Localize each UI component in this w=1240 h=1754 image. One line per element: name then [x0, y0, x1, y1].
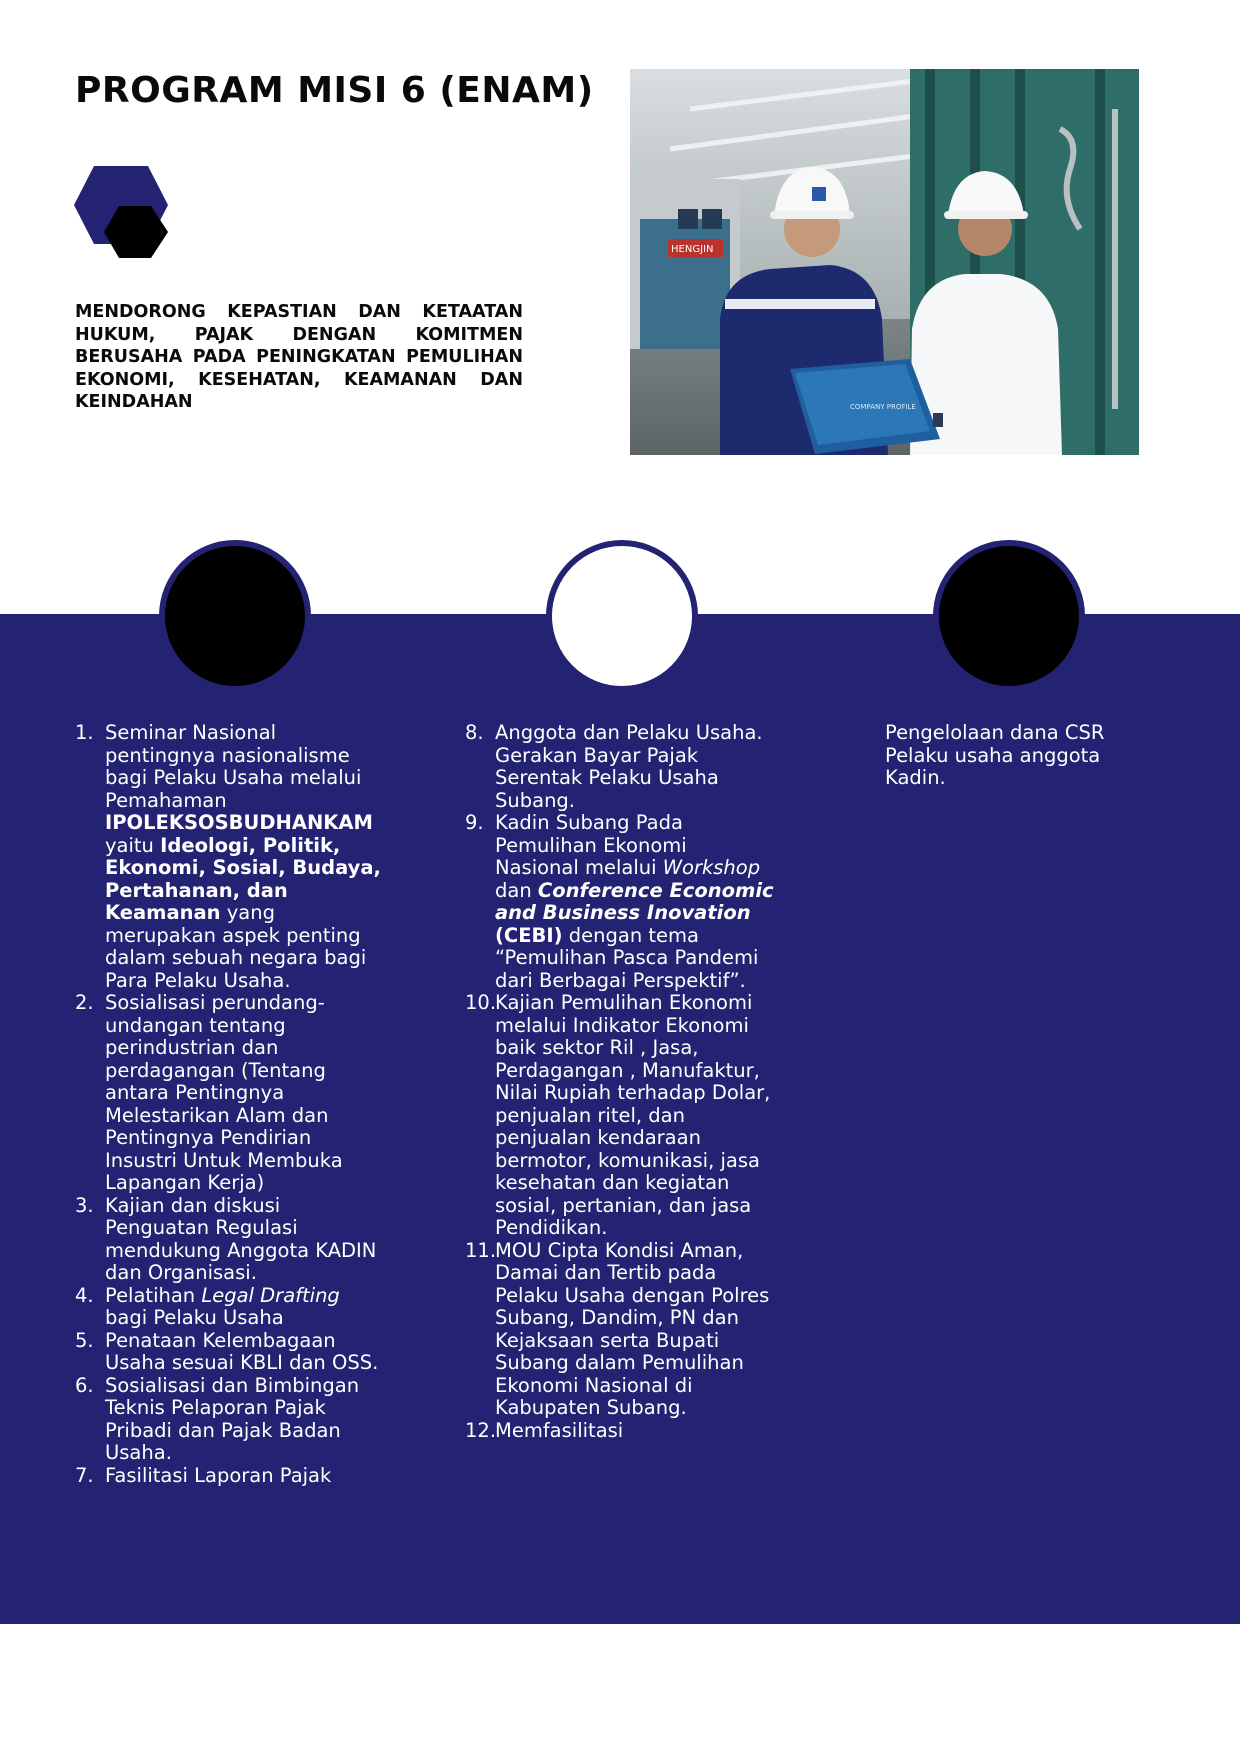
item-number: 2. [75, 991, 94, 1014]
item-number: 12. [465, 1418, 497, 1442]
item-text: bagi Pelaku Usaha [105, 1306, 284, 1329]
page-title: PROGRAM MISI 6 (ENAM) [75, 70, 594, 111]
circle-marker-center [546, 540, 698, 692]
item-text: Penataan Kelembagaan Usaha sesuai KBLI dan OSS. [105, 1328, 379, 1374]
item-text: dengan tema “Pemulihan Pasca Pandemi dari Berbagai Perspektif”. [495, 923, 759, 992]
item-text: yang merupakan aspek penting dalam sebuah negara bagi Para Pelaku Usaha. [105, 901, 367, 992]
circle-marker-right [933, 540, 1085, 692]
item-text: Pelatihan [105, 1283, 202, 1307]
list-item [465, 812, 775, 992]
item-text: Seminar Nasional pentingnya nasionalisme bagi Pelaku Usaha melalui Pemahaman [105, 721, 362, 812]
item-number: 9. [465, 811, 484, 834]
item-text: Anggota dan Pelaku Usaha. [495, 721, 763, 744]
item-text-italic: Legal Drafting [201, 1283, 340, 1307]
item-text: Pengelolaan dana CSR Pelaku usaha anggota Kadin. [885, 721, 1105, 789]
item-text: dan [495, 878, 538, 902]
program-list-column-2 [465, 722, 775, 1442]
factory-photo [630, 69, 1139, 455]
list-item [75, 1375, 385, 1465]
list-item [465, 1240, 775, 1420]
item-text-bold: (CEBI) [495, 923, 563, 947]
item-text-bold: IPOLEKSOSBUDHANKAM [105, 811, 373, 834]
item-number: 1. [75, 721, 94, 744]
item-text: Fasilitasi Laporan Pajak [105, 1463, 332, 1487]
item-text: Memfasilitasi [495, 1418, 624, 1442]
booklet-label: COMPANY PROFILE [850, 403, 916, 411]
item-number: 4. [75, 1283, 94, 1307]
item-text: yaitu [105, 833, 161, 857]
program-list-column-1 [75, 722, 385, 1487]
list-item [75, 722, 385, 992]
item-text: Sosialisasi dan Bimbingan Teknis Pelaporan Pajak Pribadi dan Pajak Badan Usaha. [105, 1373, 360, 1464]
item-number: 10. [465, 991, 497, 1014]
item-text: Gerakan Bayar Pajak Serentak Pelaku Usaha Subang. [495, 743, 719, 812]
item-text: Kadin Subang Pada Pemulihan Ekonomi Nasional melalui [495, 811, 687, 879]
program-list-column-3 [885, 722, 1145, 790]
item-number: 11. [465, 1238, 497, 1262]
item-text-bold-italic: Conference Economic and Business Inovation [495, 878, 774, 924]
item-text-italic: Workshop [662, 856, 761, 879]
item-number: 6. [75, 1373, 94, 1397]
list-item [75, 1330, 385, 1375]
machine-sign-text: HENGJIN [671, 244, 714, 255]
list-item [75, 992, 385, 1195]
mission-subtitle: MENDORONG KEPASTIAN DAN KETAATAN HUKUM, PAJAK DENGAN KOMITMEN BERUSAHA PADA PENINGKATAN PEMULIHAN EKONOMI, KESEHATAN, KEAMANAN DAN KEINDAHAN [75, 302, 523, 412]
list-item [75, 1465, 385, 1488]
item-number: 8. [465, 721, 484, 744]
item-number: 3. [75, 1193, 94, 1217]
item-number: 7. [75, 1463, 94, 1487]
hexagon-logo-icon [74, 164, 170, 260]
list-item [465, 722, 775, 812]
list-item [465, 1420, 775, 1443]
item-text: Sosialisasi perundang-undangan tentang perindustrian dan perdagangan (Tentang antara Pentingnya Melestarikan Alam dan Pentingnya Pendirian Insustri Untuk Membuka Lapangan Kerja) [105, 991, 343, 1194]
list-item [75, 1195, 385, 1285]
item-text: Kajian Pemulihan Ekonomi melalui Indikator Ekonomi baik sektor Ril , Jasa, Perdagangan , Manufaktur, Nilai Rupiah terhadap Dolar, penjualan ritel, dan penjualan kendaraan bermotor, komunikasi, jasa kesehatan dan kegiatan sosial, pertanian, dan jasa Pendidikan. [495, 991, 771, 1239]
item-text: Kajian dan diskusi Penguatan Regulasi mendukung Anggota KADIN dan Organisasi. [105, 1193, 377, 1284]
item-number: 5. [75, 1328, 94, 1352]
list-item [75, 1285, 385, 1330]
item-text-bold: Ideologi, Politik, Ekonomi, Sosial, Budaya, Pertahanan, dan Keamanan [105, 833, 381, 924]
circle-marker-left [159, 540, 311, 692]
item-text: MOU Cipta Kondisi Aman, Damai dan Tertib pada Pelaku Usaha dengan Polres Subang, Dandim, PN dan Kejaksaan serta Bupati Subang dalam Pemulihan Ekonomi Nasional di Kabupaten Subang. [495, 1238, 770, 1419]
list-item [465, 992, 775, 1240]
